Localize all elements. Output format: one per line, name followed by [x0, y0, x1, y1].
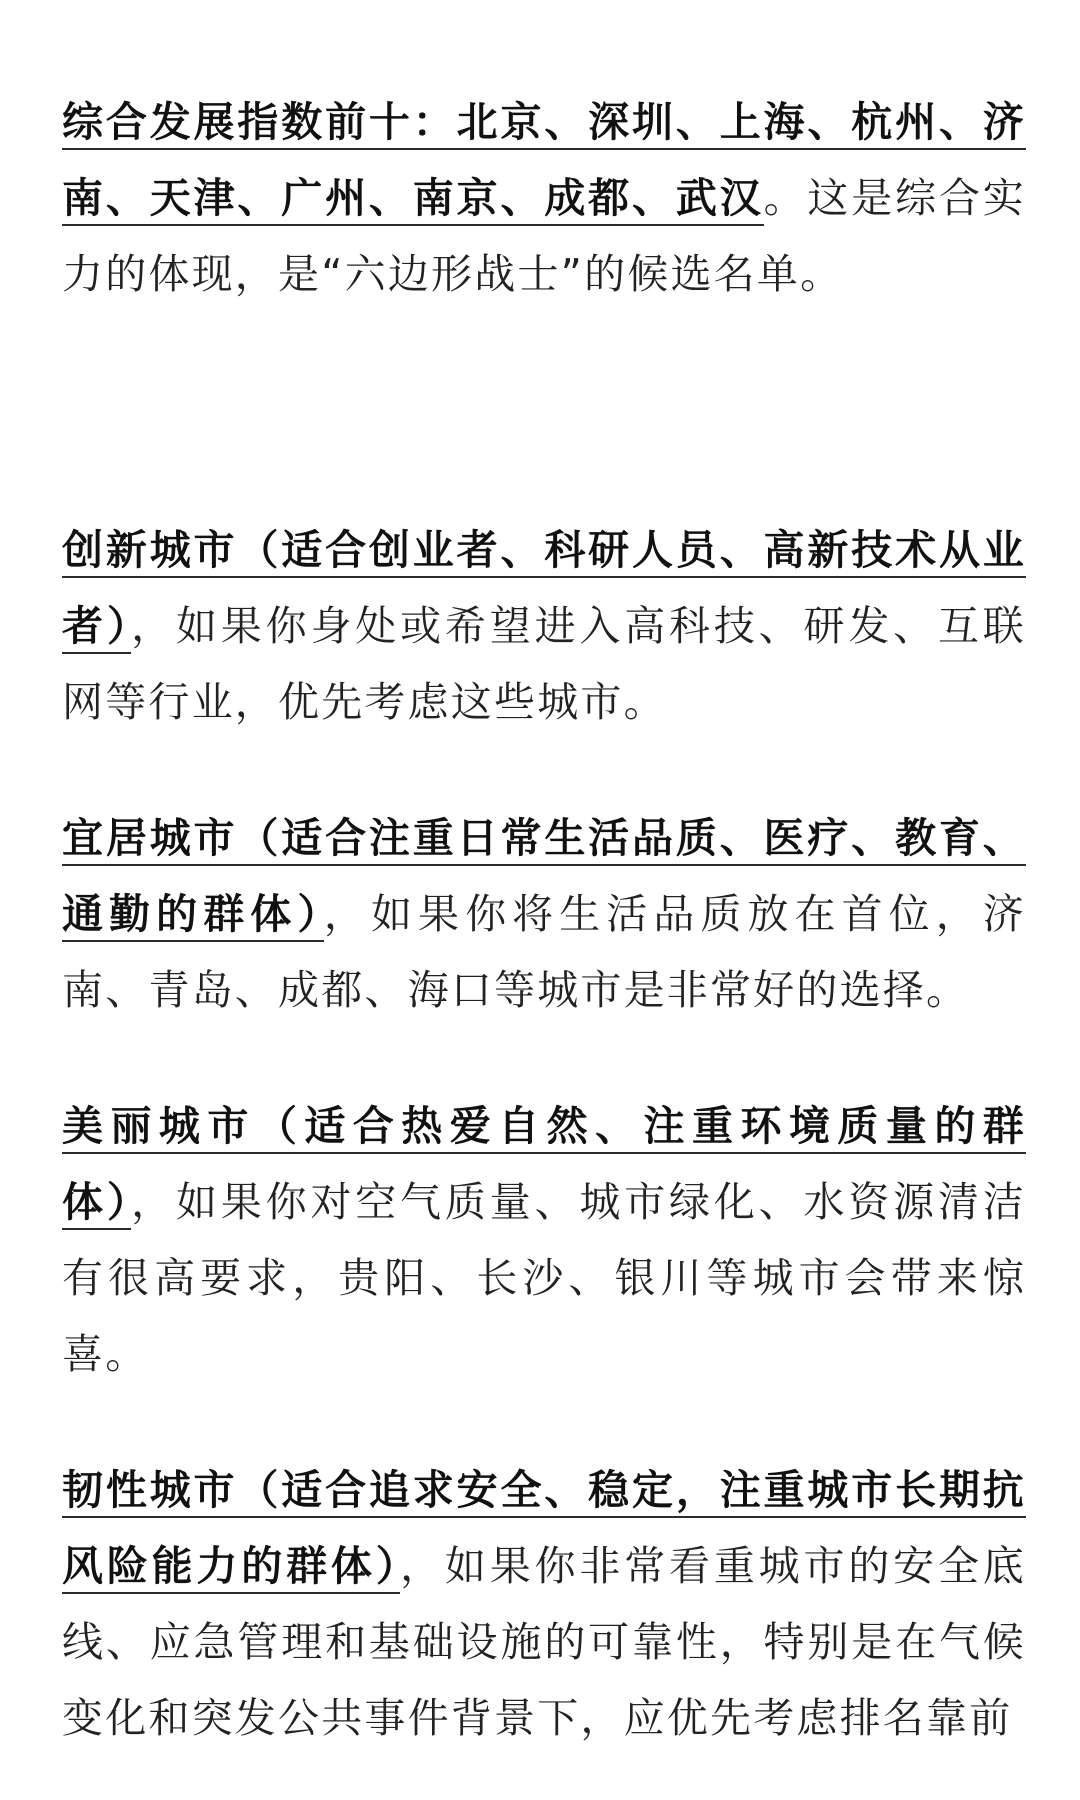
paragraph-text: ，如果你对空气质量、城市绿化、水资源清洁有很高要求，贵阳、长沙、银川等城市会带来惊喜。: [62, 1178, 1027, 1378]
paragraph-beautiful-city: [62, 1088, 1026, 1392]
highlight-heading: 综合发展指数前十：北京、深圳、上海、杭州、济南、天津、广州、南京、成都、武汉: [62, 98, 1026, 226]
paragraph-text: 。这是综合实力的体现，是“六边形战士”的候选名单。: [62, 174, 1026, 298]
paragraph-text: ，如果你非常看重城市的安全底线、应急管理和基础设施的可靠性，特别是在气候变化和突发公共事件背景下，应优先考虑排名靠前: [62, 1542, 1026, 1742]
highlight-heading: 宜居城市（适合注重日常生活品质、医疗、教育、通勤的群体）: [62, 814, 1026, 942]
highlight-heading: 韧性城市（适合追求安全、稳定，注重城市长期抗风险能力的群体）: [62, 1466, 1026, 1594]
paragraph-text: ，如果你将生活品质放在首位，济南、青岛、成都、海口等城市是非常好的选择。: [62, 890, 1026, 1014]
paragraph-top-ten: [62, 84, 1026, 312]
article-body: [62, 84, 1026, 1756]
paragraph-text: ，如果你身处或希望进入高科技、研发、互联网等行业，优先考虑这些城市。: [62, 602, 1027, 726]
paragraph-innovation-city: [62, 512, 1026, 740]
highlight-heading: 美丽城市（适合热爱自然、注重环境质量的群体）: [62, 1102, 1026, 1230]
paragraph-livable-city: [62, 800, 1026, 1028]
paragraph-resilient-city: [62, 1452, 1026, 1756]
highlight-heading: 创新城市（适合创业者、科研人员、高新技术从业者）: [62, 526, 1026, 654]
